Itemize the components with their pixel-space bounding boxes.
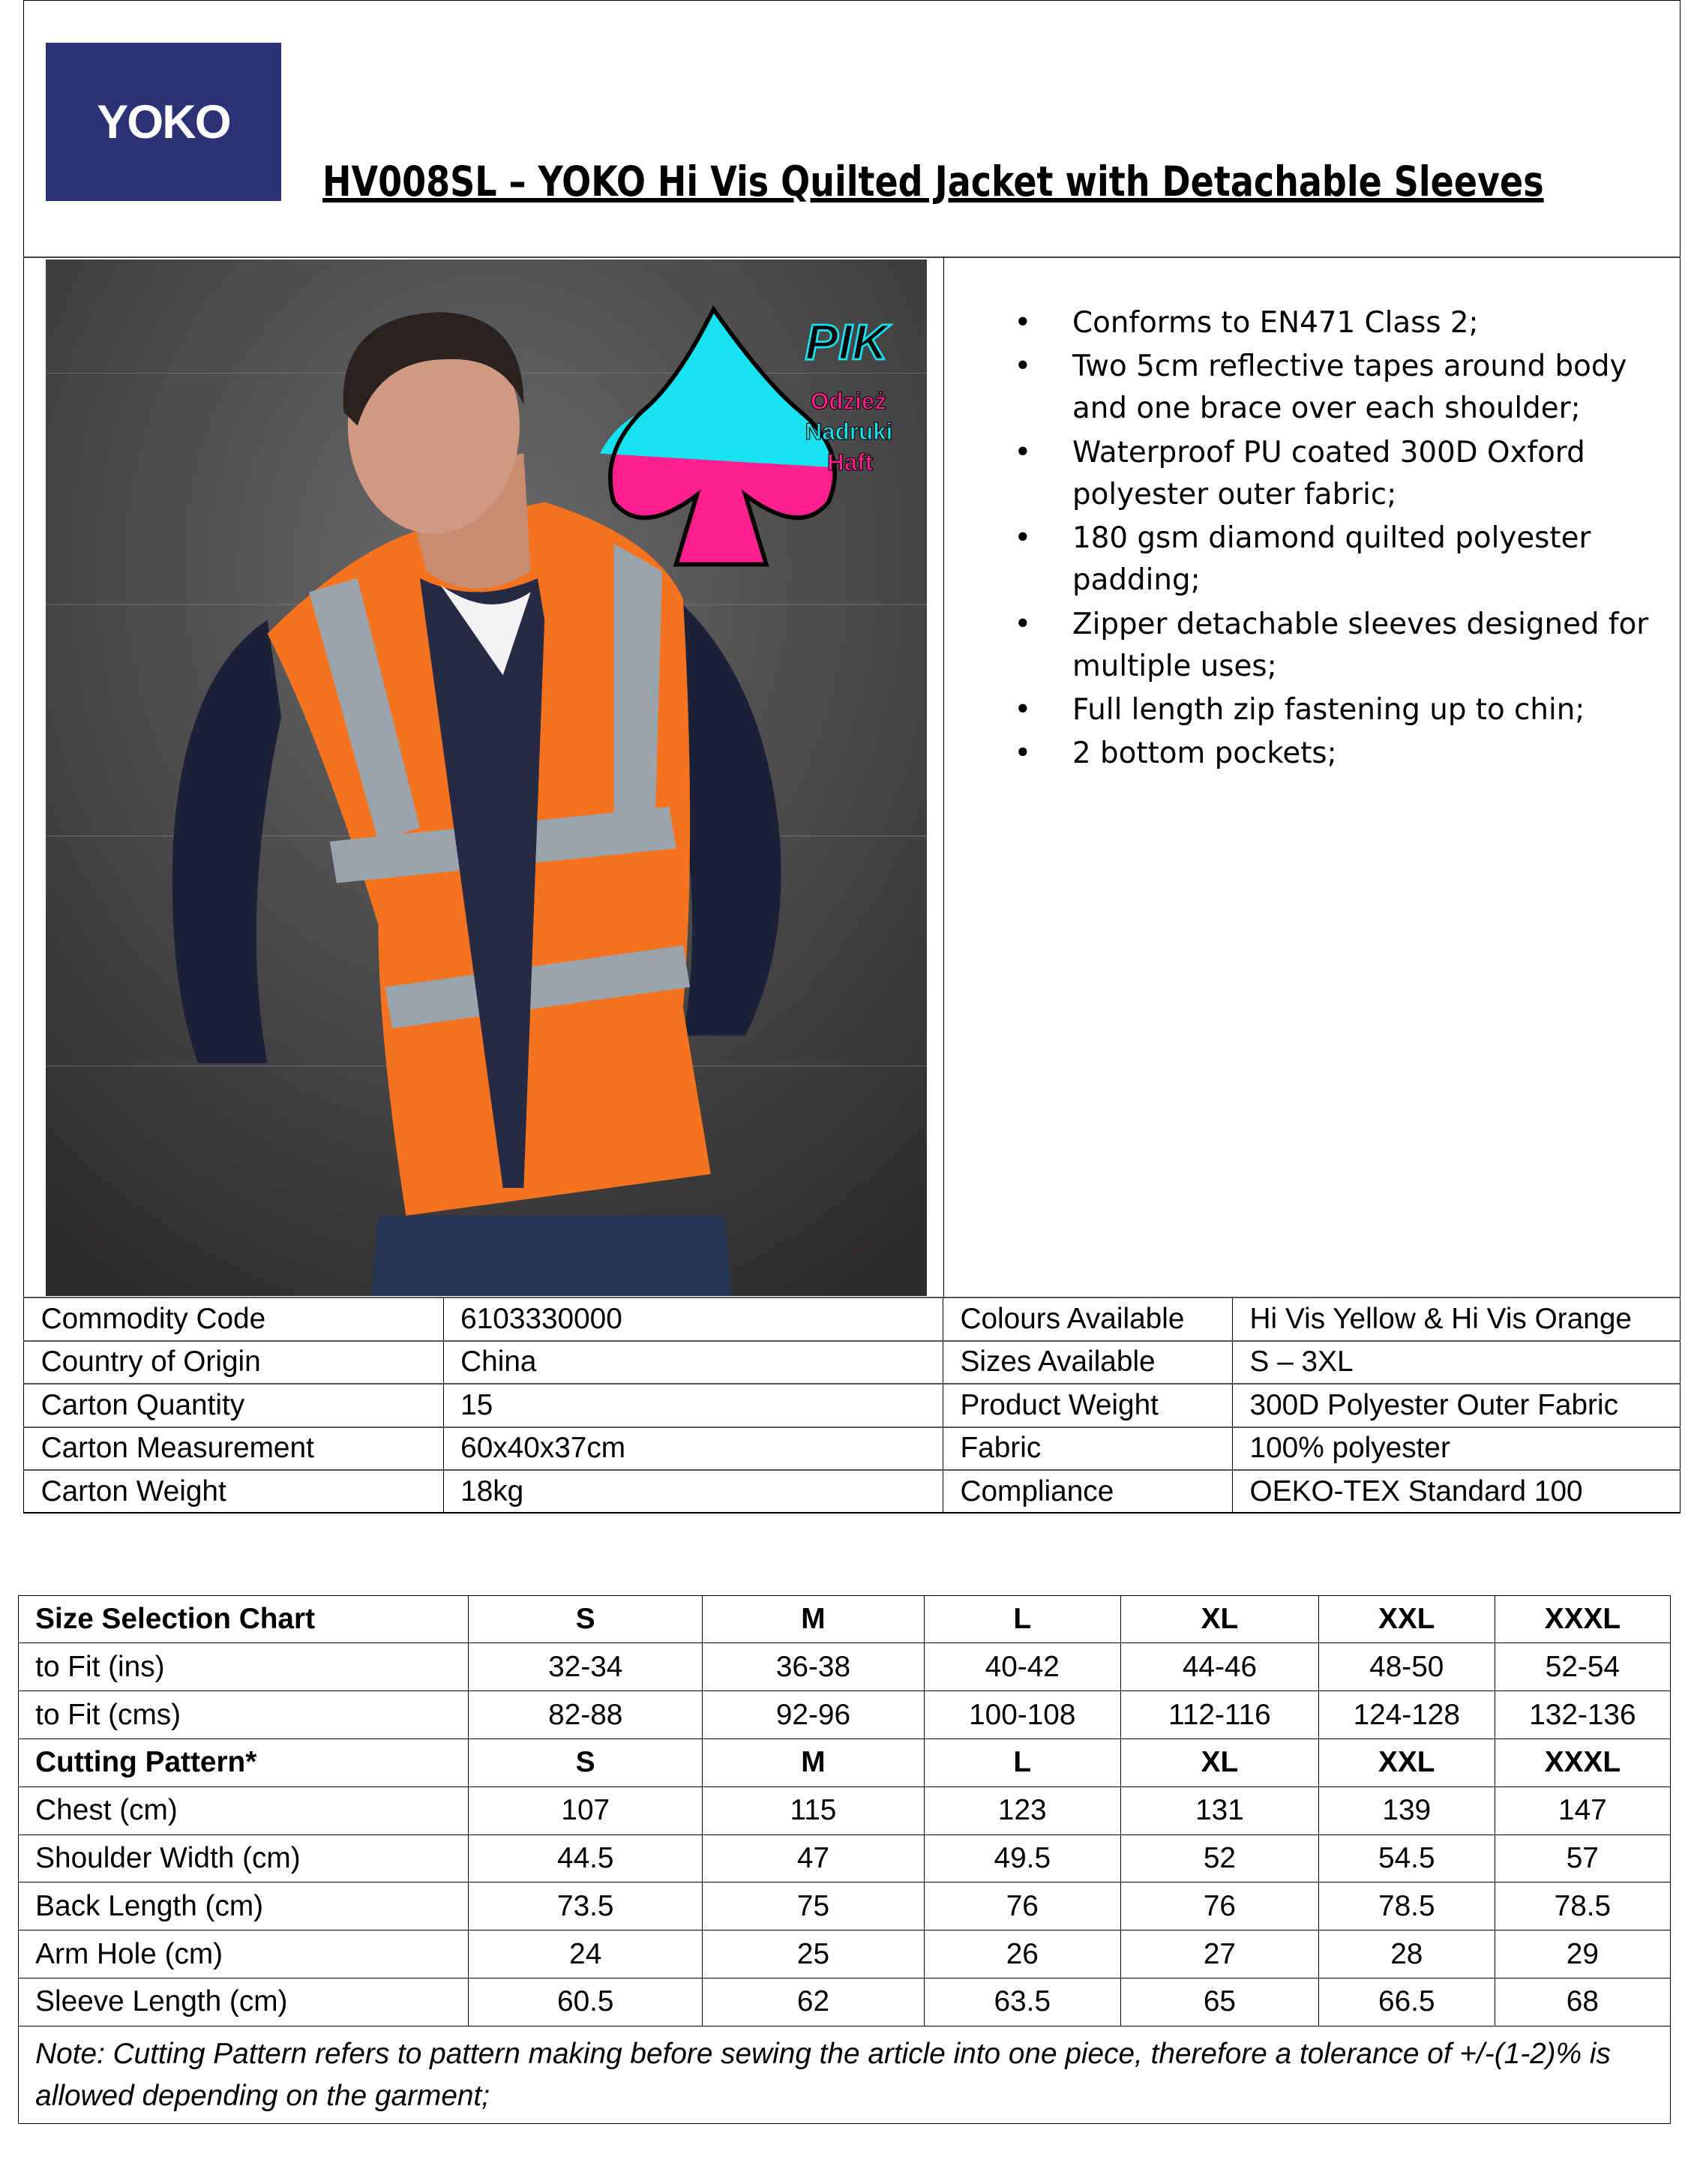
size-cell: XL bbox=[1120, 1739, 1318, 1787]
spec-value: S – 3XL bbox=[1233, 1341, 1681, 1384]
spec-row bbox=[24, 1470, 1681, 1513]
size-cell: 32-34 bbox=[469, 1643, 703, 1691]
size-cell: XXXL bbox=[1495, 1595, 1671, 1643]
feature-item: • Two 5cm reflective tapes around body and one brace over each shoulder; bbox=[1009, 346, 1660, 430]
spec-label: Product Weight bbox=[943, 1384, 1233, 1426]
size-header-row bbox=[19, 1595, 1671, 1643]
feature-item: • Conforms to EN471 Class 2; bbox=[1009, 302, 1660, 344]
feature-item: • 180 gsm diamond quilted polyester padding; bbox=[1009, 518, 1660, 602]
size-cell: 68 bbox=[1495, 1978, 1671, 2026]
size-cell: 47 bbox=[703, 1834, 924, 1882]
spec-value: 100% polyester bbox=[1233, 1427, 1681, 1470]
size-cell: S bbox=[469, 1595, 703, 1643]
size-cell: 123 bbox=[924, 1786, 1120, 1834]
size-cell: 78.5 bbox=[1495, 1882, 1671, 1930]
size-row-label: Sleeve Length (cm) bbox=[19, 1978, 469, 2026]
size-chart-note: Note: Cutting Pattern refers to pattern making before sewing the article into one piece, therefore a tolerance of +/-(1-2)% is allowed depending on the garment; bbox=[19, 2026, 1671, 2123]
size-cell: 76 bbox=[1120, 1882, 1318, 1930]
feature-list bbox=[1009, 302, 1660, 777]
page-title: HV008SL – YOKO Hi Vis Quilted Jacket with Detachable Sleeves bbox=[322, 158, 1545, 206]
size-cell: 26 bbox=[924, 1930, 1120, 1978]
size-cell: 115 bbox=[703, 1786, 924, 1834]
spec-label: Commodity Code bbox=[24, 1298, 444, 1340]
spec-label: Carton Weight bbox=[24, 1470, 444, 1513]
spec-row bbox=[24, 1341, 1681, 1384]
size-cell: 24 bbox=[469, 1930, 703, 1978]
size-cell: L bbox=[924, 1595, 1120, 1643]
svg-text:Haft: Haft bbox=[827, 448, 874, 476]
size-row-label: Back Length (cm) bbox=[19, 1882, 469, 1930]
size-cell: 131 bbox=[1120, 1786, 1318, 1834]
spec-label: Colours Available bbox=[943, 1298, 1233, 1340]
size-cell: 60.5 bbox=[469, 1978, 703, 2026]
size-cell: 49.5 bbox=[924, 1834, 1120, 1882]
size-cell: XXXL bbox=[1495, 1739, 1671, 1787]
svg-text:PIK: PIK bbox=[805, 314, 889, 370]
size-row bbox=[19, 1834, 1671, 1882]
size-cell: 76 bbox=[924, 1882, 1120, 1930]
size-cell: XXL bbox=[1318, 1739, 1495, 1787]
size-cell: 124-128 bbox=[1318, 1691, 1495, 1739]
spec-value: Hi Vis Yellow & Hi Vis Orange bbox=[1233, 1298, 1681, 1340]
size-cell: 48-50 bbox=[1318, 1643, 1495, 1691]
size-cell: 28 bbox=[1318, 1930, 1495, 1978]
size-cell: 75 bbox=[703, 1882, 924, 1930]
svg-text:Nadruki: Nadruki bbox=[805, 418, 893, 445]
spec-label: Sizes Available bbox=[943, 1341, 1233, 1384]
spec-value: 15 bbox=[443, 1384, 943, 1426]
size-row bbox=[19, 1882, 1671, 1930]
feature-item: • 2 bottom pockets; bbox=[1009, 733, 1660, 775]
spec-label: Carton Quantity bbox=[24, 1384, 444, 1426]
size-cell: 66.5 bbox=[1318, 1978, 1495, 2026]
spec-row bbox=[24, 1384, 1681, 1426]
size-row bbox=[19, 1691, 1671, 1739]
spec-value: China bbox=[443, 1341, 943, 1384]
size-row bbox=[19, 1930, 1671, 1978]
spec-row bbox=[24, 1298, 1681, 1340]
size-cell: 52-54 bbox=[1495, 1643, 1671, 1691]
size-cell: 100-108 bbox=[924, 1691, 1120, 1739]
size-row-label: Cutting Pattern* bbox=[19, 1739, 469, 1787]
size-cell: 132-136 bbox=[1495, 1691, 1671, 1739]
size-row-label: Shoulder Width (cm) bbox=[19, 1834, 469, 1882]
size-chart-table bbox=[18, 1595, 1671, 2125]
size-cell: 147 bbox=[1495, 1786, 1671, 1834]
size-cell: 112-116 bbox=[1120, 1691, 1318, 1739]
size-cell: M bbox=[703, 1739, 924, 1787]
size-row-label: Size Selection Chart bbox=[19, 1595, 469, 1643]
size-cell: 25 bbox=[703, 1930, 924, 1978]
spec-value: OEKO-TEX Standard 100 bbox=[1233, 1470, 1681, 1513]
size-cell: 44-46 bbox=[1120, 1643, 1318, 1691]
spec-value: 60x40x37cm bbox=[443, 1427, 943, 1470]
feature-item: • Zipper detachable sleeves designed for multiple uses; bbox=[1009, 604, 1660, 688]
spec-label: Carton Measurement bbox=[24, 1427, 444, 1470]
feature-item: • Waterproof PU coated 300D Oxford polyester outer fabric; bbox=[1009, 432, 1660, 517]
size-cell: 107 bbox=[469, 1786, 703, 1834]
size-cell: 40-42 bbox=[924, 1643, 1120, 1691]
size-row bbox=[19, 1978, 1671, 2026]
size-cell: 73.5 bbox=[469, 1882, 703, 1930]
size-row-label: to Fit (ins) bbox=[19, 1643, 469, 1691]
size-cell: 78.5 bbox=[1318, 1882, 1495, 1930]
size-cell: XL bbox=[1120, 1595, 1318, 1643]
feature-item: • Full length zip fastening up to chin; bbox=[1009, 689, 1660, 731]
size-cell: 36-38 bbox=[703, 1643, 924, 1691]
size-cell: 27 bbox=[1120, 1930, 1318, 1978]
product-photo bbox=[46, 260, 927, 1296]
spec-label: Compliance bbox=[943, 1470, 1233, 1513]
spec-label: Country of Origin bbox=[24, 1341, 444, 1384]
spec-value: 6103330000 bbox=[443, 1298, 943, 1340]
size-cell: L bbox=[924, 1739, 1120, 1787]
size-header-row bbox=[19, 1739, 1671, 1787]
spec-value: 300D Polyester Outer Fabric bbox=[1233, 1384, 1681, 1426]
size-cell: M bbox=[703, 1595, 924, 1643]
size-cell: 52 bbox=[1120, 1834, 1318, 1882]
size-row bbox=[19, 1786, 1671, 1834]
size-row-label: to Fit (cms) bbox=[19, 1691, 469, 1739]
size-row-label: Arm Hole (cm) bbox=[19, 1930, 469, 1978]
size-cell: S bbox=[469, 1739, 703, 1787]
divider bbox=[943, 256, 944, 1298]
spec-row bbox=[24, 1427, 1681, 1470]
divider bbox=[23, 256, 1681, 258]
spec-label: Fabric bbox=[943, 1427, 1233, 1470]
size-cell: 92-96 bbox=[703, 1691, 924, 1739]
spec-value: 18kg bbox=[443, 1470, 943, 1513]
size-cell: 44.5 bbox=[469, 1834, 703, 1882]
svg-text:Odzież: Odzież bbox=[810, 388, 887, 415]
size-cell: 62 bbox=[703, 1978, 924, 2026]
spec-table bbox=[23, 1297, 1681, 1513]
size-cell: 65 bbox=[1120, 1978, 1318, 2026]
size-cell: 29 bbox=[1495, 1930, 1671, 1978]
yoko-logo: YOKO bbox=[46, 43, 281, 201]
size-cell: 82-88 bbox=[469, 1691, 703, 1739]
size-row bbox=[19, 1643, 1671, 1691]
size-cell: 63.5 bbox=[924, 1978, 1120, 2026]
size-cell: 54.5 bbox=[1318, 1834, 1495, 1882]
size-cell: XXL bbox=[1318, 1595, 1495, 1643]
size-cell: 139 bbox=[1318, 1786, 1495, 1834]
size-cell: 57 bbox=[1495, 1834, 1671, 1882]
size-row-label: Chest (cm) bbox=[19, 1786, 469, 1834]
note-row bbox=[19, 2026, 1671, 2123]
